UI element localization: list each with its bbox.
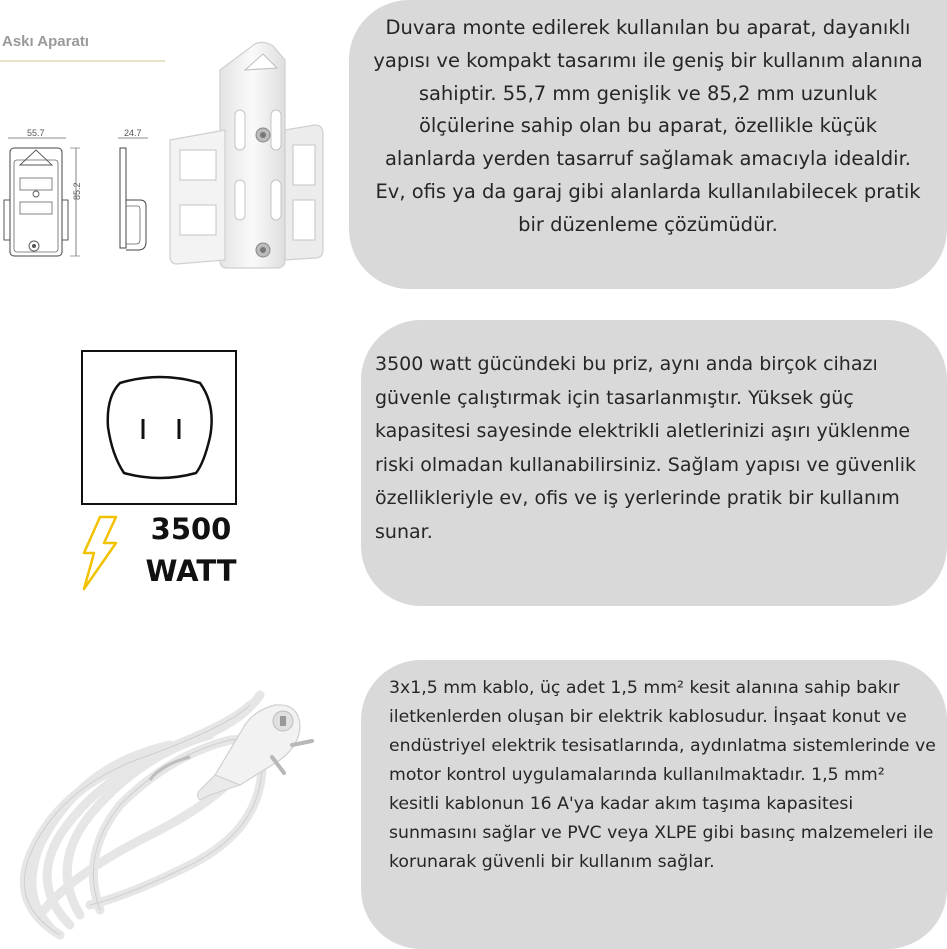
cable-plug-icon <box>0 665 345 949</box>
socket-icon <box>100 375 220 480</box>
dim-depth-label: 24.7 <box>124 128 142 138</box>
bracket-title: Askı Aparatı <box>2 33 89 50</box>
bracket-text: Duvara monte edilerek kullanılan bu aparat, dayanıklı yapısı ve kompakt tasarımı ile geniş bir kullanım alanına sahiptir. 55,7 mm genişlik ve 85,2 mm uzunluk ölçülerine sahip olan bu aparat, özellikle küçük alanlarda yerden tasarruf sağlamak amacıyla idealdir. Ev, ofis ya da garaj gibi alanlarda kullanılabilecek pratik bir düzenleme çözümüdür. <box>373 16 923 236</box>
socket-text: 3500 watt gücündeki bu priz, aynı anda birçok cihazı güvenle çalıştırmak için tasarlanmıştır. Yüksek güç kapasitesi sayesinde elektrikli aletlerinizi aşırı yüklenme riski olmadan kullanabilirsiniz. Sağlam yapısı ve güvenlik özellikleriyle ev, ofis ve iş yerlerinde pratik bir kullanım sunar. <box>375 353 917 543</box>
power-unit: WATT <box>145 554 237 588</box>
socket-description <box>361 320 947 606</box>
title-underline <box>0 60 165 62</box>
cable-description <box>361 660 947 949</box>
lightning-icon <box>80 515 122 591</box>
dim-width-label: 55.7 <box>27 128 45 138</box>
cable-text: 3x1,5 mm kablo, üç adet 1,5 mm² kesit alanına sahip bakır iletkenlerden oluşan bir elektrik kablosudur. İnşaat konut ve endüstriyel elektrik tesisatlarında, aydınlatma sistemlerinde ve motor kontrol uygulamalarında kullanılmaktadır. 1,5 mm² kesitli kablonun 16 A'ya kadar akım taşıma kapasitesi sunmasını sağlar ve PVC veya XLPE gibi basınç malzemeleri ile korunarak güvenli bir kullanım sağlar. <box>389 678 936 872</box>
bracket-description <box>349 0 947 289</box>
dim-height-label: 85.2 <box>72 182 82 200</box>
power-number: 3500 <box>150 512 232 546</box>
bracket-photo-icon <box>165 40 330 275</box>
